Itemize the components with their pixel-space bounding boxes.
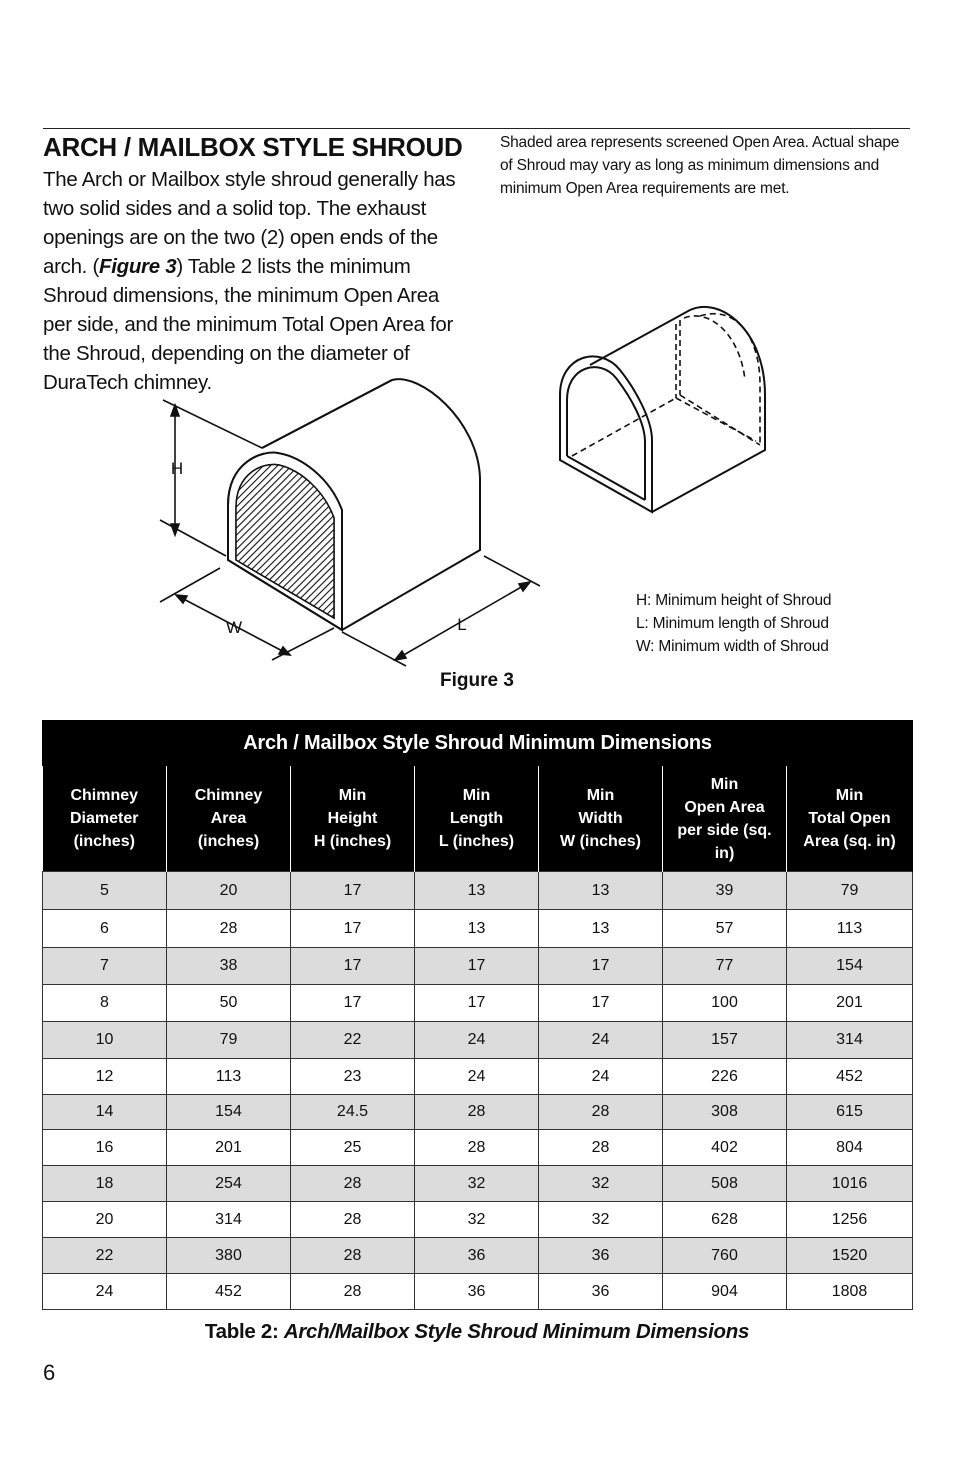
table-cell: 32 (415, 1202, 539, 1238)
table-row (43, 948, 913, 985)
column-header-line: Chimney (70, 787, 139, 804)
table-cell: 380 (167, 1238, 291, 1274)
table-cell: 804 (787, 1130, 913, 1166)
dimension-label-l: L (457, 615, 467, 634)
table-cell: 17 (291, 872, 415, 910)
table-cell: 28 (539, 1130, 663, 1166)
table-cell: 308 (663, 1095, 787, 1130)
table-cell: 615 (787, 1095, 913, 1130)
table-cell: 254 (167, 1166, 291, 1202)
table-caption-prefix: Table 2: (204, 1320, 284, 1343)
shaded-area-note: Shaded area represents screened Open Area. Actual shape of Shroud may vary as long as minimum dimensions and minimum Open Area requirements are met. (500, 134, 900, 197)
table-header-row (43, 766, 913, 872)
column-header-line: (inches) (73, 833, 135, 850)
table-cell: 1520 (787, 1238, 913, 1274)
table-cell: 7 (43, 948, 167, 985)
table-cell: 24 (539, 1059, 663, 1095)
table-cell: 1016 (787, 1166, 913, 1202)
column-header-line: Height (327, 810, 378, 827)
column-header-line: Min (338, 787, 367, 804)
intro-text-end: ) Table 2 lists the minimum Shroud dimensions, the minimum Open Area per side, and the minimum Total Open Area for the Shroud, depending on the diameter of DuraTech chimney. (43, 255, 454, 394)
table-row (43, 1095, 913, 1130)
table-cell: 32 (415, 1166, 539, 1202)
table-row (43, 1238, 913, 1274)
table-row (43, 985, 913, 1022)
table-cell: 20 (43, 1202, 167, 1238)
column-header-line: Min (835, 787, 864, 804)
table-row (43, 872, 913, 910)
column-header-line: W (inches) (560, 833, 641, 850)
table-row (43, 1274, 913, 1310)
table-cell: 24 (43, 1274, 167, 1310)
table-cell: 28 (291, 1274, 415, 1310)
dimension-label-w: W (225, 618, 243, 637)
figure-caption: Figure 3 (440, 670, 514, 691)
table-cell: 760 (663, 1238, 787, 1274)
legend-item-height: H: Minimum height of Shroud (636, 592, 832, 609)
column-header-line: L (inches) (438, 833, 515, 850)
page-number: 6 (43, 1360, 56, 1385)
table-cell: 32 (539, 1202, 663, 1238)
table-body (43, 872, 913, 1310)
table-cell: 36 (539, 1238, 663, 1274)
column-header-line: Width (578, 810, 623, 827)
table-cell: 18 (43, 1166, 167, 1202)
table-cell: 13 (415, 910, 539, 948)
figure-reference: Figure 3 (99, 255, 177, 278)
column-header-line: Min (710, 775, 739, 793)
table-cell: 17 (415, 948, 539, 985)
column-header-line: Area (210, 810, 247, 827)
table-cell: 16 (43, 1130, 167, 1166)
table-cell: 5 (43, 872, 167, 910)
column-header (43, 766, 167, 872)
table-cell: 17 (291, 910, 415, 948)
table-row (43, 1130, 913, 1166)
column-header (663, 766, 787, 872)
table-cell: 113 (167, 1059, 291, 1095)
table-cell: 14 (43, 1095, 167, 1130)
table-cell: 157 (663, 1022, 787, 1059)
table-row (43, 1059, 913, 1095)
table-caption (0, 1320, 954, 1344)
table-cell: 20 (167, 872, 291, 910)
column-header-line: in) (714, 844, 735, 862)
table-cell: 57 (663, 910, 787, 948)
table-cell: 22 (43, 1238, 167, 1274)
table-cell: 39 (663, 872, 787, 910)
table-cell: 28 (539, 1095, 663, 1130)
table-cell: 201 (787, 985, 913, 1022)
table-cell: 1808 (787, 1274, 913, 1310)
table-cell: 28 (415, 1095, 539, 1130)
table-cell: 24.5 (291, 1095, 415, 1130)
table-row (43, 1166, 913, 1202)
arch-shroud-outline-drawing (560, 307, 765, 512)
table-cell: 154 (787, 948, 913, 985)
table-cell: 13 (415, 872, 539, 910)
table-cell: 24 (415, 1059, 539, 1095)
table-cell: 10 (43, 1022, 167, 1059)
table-cell: 6 (43, 910, 167, 948)
table-cell: 13 (539, 872, 663, 910)
table-cell: 28 (167, 910, 291, 948)
column-header-line: Min (462, 787, 491, 804)
column-header-line: Open Area (684, 798, 765, 816)
table-cell: 628 (663, 1202, 787, 1238)
table-cell: 50 (167, 985, 291, 1022)
table-cell: 24 (539, 1022, 663, 1059)
column-header-line: Length (449, 810, 504, 827)
legend-item-width: W: Minimum width of Shroud (636, 638, 829, 655)
table-cell: 12 (43, 1059, 167, 1095)
table-cell: 79 (167, 1022, 291, 1059)
column-header-line: (inches) (197, 833, 260, 850)
table-caption-title: Arch/Mailbox Style Shroud Minimum Dimensions (283, 1320, 750, 1343)
column-header-line: Chimney (194, 787, 263, 804)
table-row (43, 910, 913, 948)
table-cell: 904 (663, 1274, 787, 1310)
shroud-dimensions-table (42, 720, 913, 1310)
table-cell: 22 (291, 1022, 415, 1059)
table-cell: 154 (167, 1095, 291, 1130)
column-header-line: H (inches) (313, 833, 392, 850)
table-cell: 36 (539, 1274, 663, 1310)
section-heading: ARCH / MAILBOX STYLE SHROUD (43, 132, 463, 162)
table-cell: 38 (167, 948, 291, 985)
table-cell: 314 (167, 1202, 291, 1238)
table-cell: 32 (539, 1166, 663, 1202)
column-header (291, 766, 415, 872)
table-cell: 452 (167, 1274, 291, 1310)
column-header-line: Diameter (70, 810, 139, 827)
legend-item-length: L: Minimum length of Shroud (636, 615, 829, 632)
table-cell: 17 (415, 985, 539, 1022)
table-cell: 8 (43, 985, 167, 1022)
arch-shroud-drawing (228, 379, 480, 630)
intro-text-start: The Arch or Mailbox style shroud generally has two solid sides and a solid top. The exhaust openings are on the two (2) open ends of the arch. ( (43, 168, 456, 278)
column-header-line: Area (sq. in) (803, 833, 896, 850)
table-cell: 113 (787, 910, 913, 948)
column-header (787, 766, 913, 872)
table-cell: 402 (663, 1130, 787, 1166)
table-cell: 36 (415, 1274, 539, 1310)
table-cell: 25 (291, 1130, 415, 1166)
table-cell: 28 (415, 1130, 539, 1166)
column-header-line: Min (586, 787, 615, 804)
column-header-line: Total Open (808, 810, 891, 827)
table-cell: 100 (663, 985, 787, 1022)
table-cell: 17 (291, 985, 415, 1022)
table-cell: 79 (787, 872, 913, 910)
table-row (43, 1202, 913, 1238)
table-cell: 23 (291, 1059, 415, 1095)
table-cell: 17 (539, 985, 663, 1022)
table-cell: 36 (415, 1238, 539, 1274)
table-cell: 17 (291, 948, 415, 985)
table-cell: 201 (167, 1130, 291, 1166)
table-cell: 314 (787, 1022, 913, 1059)
table-cell: 28 (291, 1166, 415, 1202)
column-header (415, 766, 539, 872)
dimension-label-h: H (170, 459, 184, 478)
table-cell: 1256 (787, 1202, 913, 1238)
column-header-line: per side (sq. (677, 821, 772, 839)
table-cell: 508 (663, 1166, 787, 1202)
table-cell: 226 (663, 1059, 787, 1095)
dimension-legend (636, 589, 831, 658)
table-cell: 17 (539, 948, 663, 985)
column-header (167, 766, 291, 872)
table-row (43, 1022, 913, 1059)
table-cell: 13 (539, 910, 663, 948)
table-cell: 452 (787, 1059, 913, 1095)
column-header (539, 766, 663, 872)
table-cell: 24 (415, 1022, 539, 1059)
table-title: Arch / Mailbox Style Shroud Minimum Dimensions (43, 721, 913, 766)
table-cell: 77 (663, 948, 787, 985)
table-cell: 28 (291, 1238, 415, 1274)
table-cell: 28 (291, 1202, 415, 1238)
